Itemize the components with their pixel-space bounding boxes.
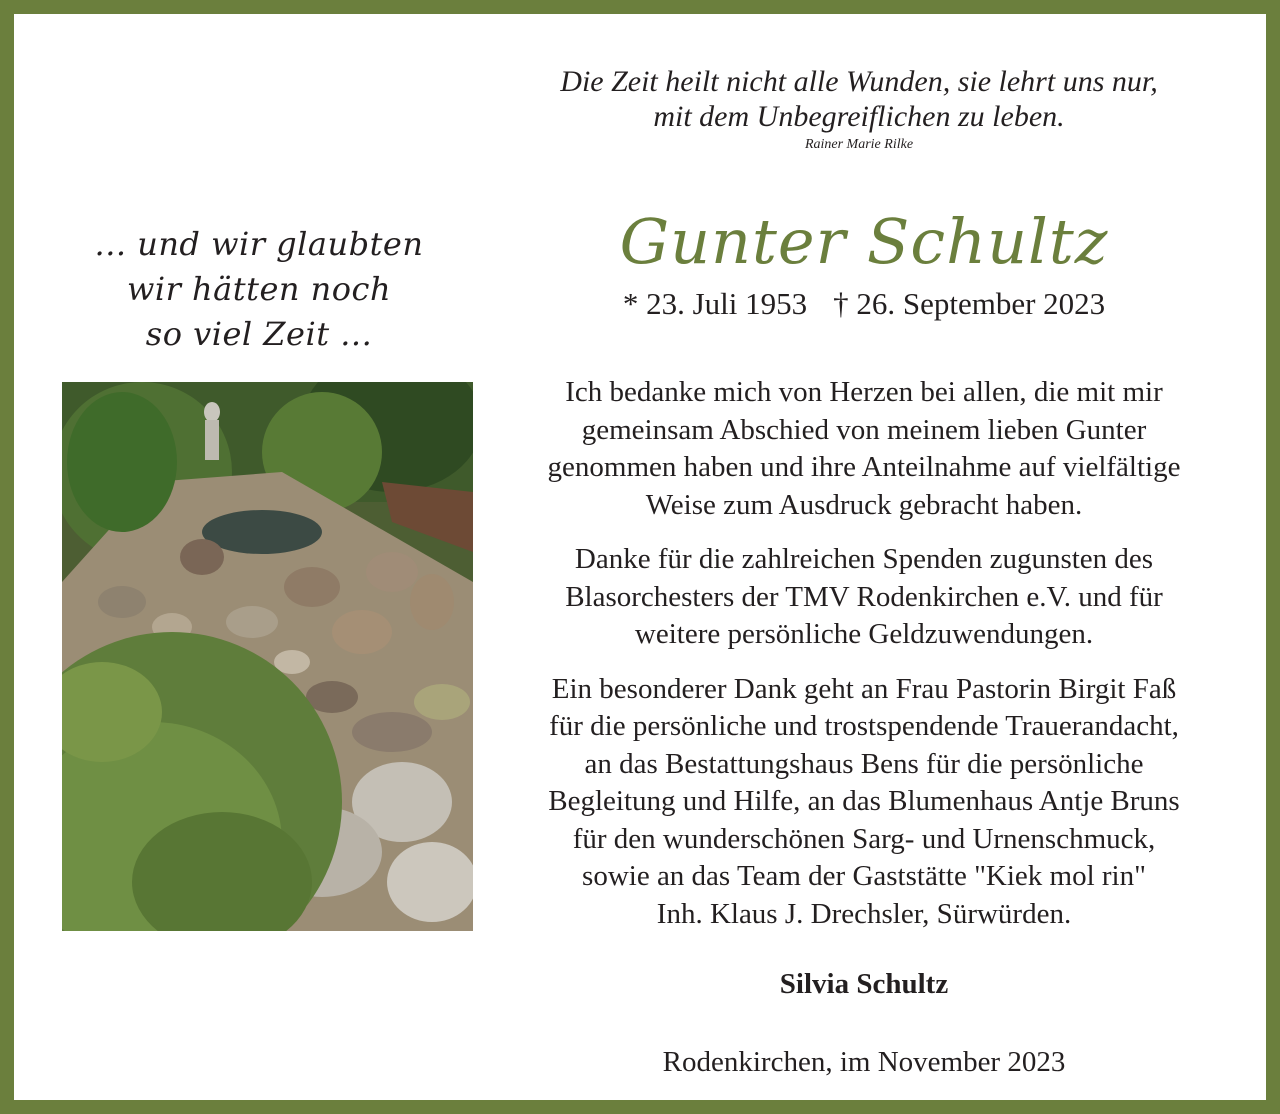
text-line: gemeinsam Abschied von meinem lieben Gunter <box>581 413 1147 446</box>
quote-line: mit dem Unbegreiflichen zu leben. <box>653 100 1065 133</box>
paragraph <box>484 671 1244 934</box>
paragraph <box>484 541 1244 654</box>
quote-block <box>484 64 1234 154</box>
text-line: für die persönliche und trostspendende Trauerandacht, <box>549 710 1179 742</box>
text-line: genommen haben und ihre Anteilnahme auf vielfältige <box>547 451 1181 483</box>
text-line: Danke für die zahlreichen Spenden zugunsten des <box>574 543 1154 575</box>
garden-photo <box>62 382 473 931</box>
text-line: an das Bestattungshaus Bens für die persönliche <box>584 747 1144 780</box>
quote-author: Rainer Marie Rilke <box>804 137 914 152</box>
birth-date: * 23. Juli 1953 <box>622 286 808 321</box>
text-line: sowie an das Team der Gaststätte "Kiek mol rin" <box>582 860 1146 892</box>
text-line: Weise zum Ausdruck gebracht haben. <box>645 488 1083 521</box>
thanks-text <box>484 374 1244 950</box>
text-line: weitere persönliche Geldzuwendungen. <box>634 618 1094 650</box>
quote-line: Die Zeit heilt nicht alle Wunden, sie lehrt uns nur, <box>560 65 1158 98</box>
deceased-name: Gunter Schultz <box>619 205 1109 278</box>
verse-line: wir hätten noch <box>126 270 392 308</box>
text-line: Ich bedanke mich von Herzen bei allen, die mit mir <box>565 376 1163 408</box>
paragraph <box>484 374 1244 524</box>
death-date: † 26. September 2023 <box>833 286 1106 321</box>
text-line: Ein besonderer Dank geht an Frau Pastorin Birgit Faß <box>551 672 1177 705</box>
signature: Silvia Schultz <box>779 968 949 1000</box>
text-line: Blasorchesters der TMV Rodenkirchen e.V. und für <box>565 580 1163 613</box>
verse-line: so viel Zeit ... <box>145 315 373 353</box>
text-line: für den wunderschönen Sarg- und Urnenschmuck, <box>572 822 1156 855</box>
side-verse <box>54 222 464 357</box>
text-line: Begleitung und Hilfe, an das Blumenhaus Antje Bruns <box>548 785 1180 817</box>
life-dates <box>554 286 1174 322</box>
place-date: Rodenkirchen, im November 2023 <box>662 1046 1066 1078</box>
text-line: Inh. Klaus J. Drechsler, Sürwürden. <box>656 897 1072 930</box>
verse-line: ... und wir glaubten <box>94 225 424 263</box>
